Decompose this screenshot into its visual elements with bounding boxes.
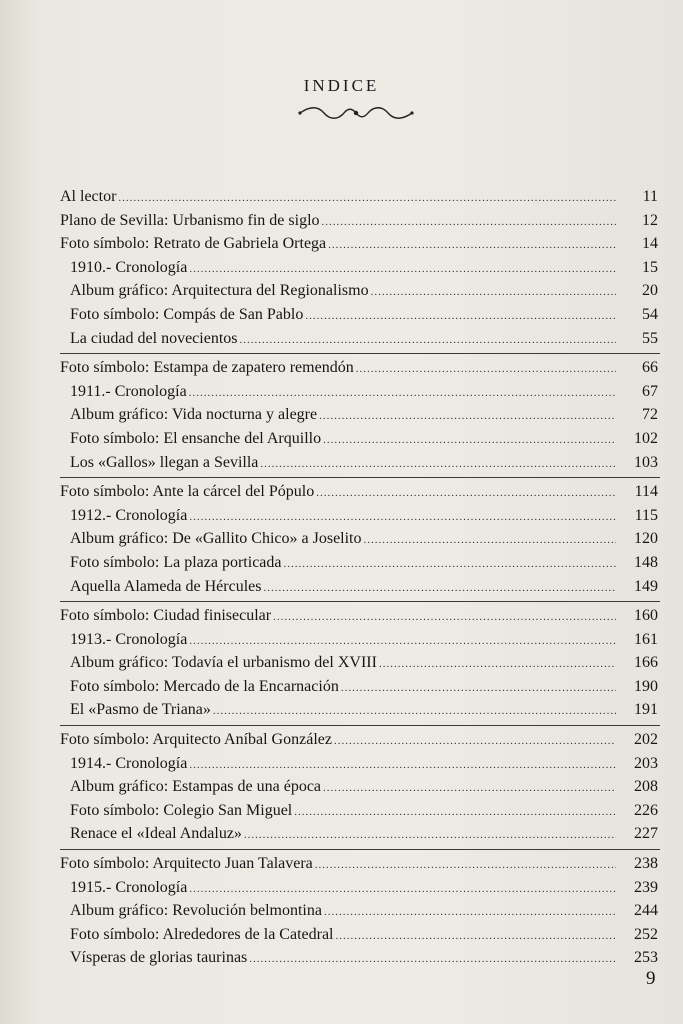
- toc-entry-page: 66: [642, 359, 658, 377]
- toc-entry: [60, 575, 660, 599]
- toc-entry-page: 160: [634, 607, 658, 625]
- dot-leader: [294, 801, 616, 825]
- flourish-ornament-icon: [296, 104, 416, 122]
- dot-leader: [323, 429, 616, 453]
- toc-entry: [60, 185, 660, 209]
- toc-entry-page: 115: [634, 506, 658, 524]
- toc-entry: [60, 356, 660, 380]
- dot-leader: [371, 281, 616, 305]
- toc-entry: [60, 876, 660, 900]
- toc-entry-page: 148: [634, 553, 658, 571]
- dot-leader: [379, 653, 616, 677]
- toc-entry: [60, 675, 660, 699]
- toc-entry-title: Foto símbolo: Retrato de Gabriela Ortega: [60, 235, 327, 253]
- toc-entry-page: 149: [634, 577, 658, 595]
- toc-entry-page: 202: [634, 731, 658, 749]
- toc-entry-title: 1914.- Cronología: [70, 754, 188, 772]
- toc-entry: [60, 752, 660, 776]
- toc-entry-page: 238: [634, 855, 658, 873]
- toc-entry: [60, 327, 660, 351]
- toc-entry-title: 1910.- Cronología: [70, 258, 188, 276]
- dot-leader: [305, 305, 616, 329]
- toc-entry-page: 11: [642, 188, 658, 205]
- toc-entry: [60, 899, 660, 923]
- toc-entry: [60, 427, 660, 451]
- dot-leader: [189, 506, 616, 530]
- toc-entry-title: Foto símbolo: Colegio San Miguel: [70, 801, 293, 819]
- dot-leader: [189, 754, 616, 778]
- toc-entry-title: Foto símbolo: Estampa de zapatero remendón: [60, 359, 354, 377]
- toc-entry-title: Renace el «Ideal Andaluz»: [70, 825, 242, 843]
- toc-entry-title: El «Pasmo de Triana»: [70, 701, 211, 719]
- toc-entry: [60, 209, 660, 233]
- toc-entry: [60, 279, 660, 303]
- toc-section: [60, 480, 660, 602]
- dot-leader: [328, 234, 616, 258]
- toc-entry-page: 72: [642, 406, 658, 424]
- toc-entry-title: Album gráfico: Arquitectura del Regionalismo: [70, 282, 369, 300]
- dot-leader: [244, 824, 616, 848]
- toc-entry-page: 252: [634, 925, 658, 943]
- toc-entry: [60, 451, 660, 475]
- dot-leader: [263, 577, 616, 601]
- toc-entry-title: Plano de Sevilla: Urbanismo fin de siglo: [60, 211, 320, 229]
- toc-entry: [60, 380, 660, 404]
- toc-entry-title: Foto símbolo: Ante la cárcel del Pópulo: [60, 483, 315, 501]
- toc-entry: [60, 551, 660, 575]
- dot-leader: [323, 777, 616, 801]
- toc-entry-title: La ciudad del novecientos: [70, 329, 238, 347]
- toc-entry: [60, 923, 660, 947]
- toc-entry-page: 239: [634, 878, 658, 896]
- toc-entry-page: 55: [642, 329, 658, 347]
- dot-leader: [364, 529, 617, 553]
- dot-leader: [341, 677, 616, 701]
- toc-entry-title: Vísperas de glorias taurinas: [70, 949, 248, 967]
- toc-entry-page: 114: [634, 483, 658, 501]
- toc-entry-title: Foto símbolo: Ciudad finisecular: [60, 607, 272, 625]
- dot-leader: [189, 258, 616, 282]
- toc-entry-title: Foto símbolo: Alrededores de la Catedral: [70, 925, 334, 943]
- toc-entry-title: Album gráfico: Vida nocturna y alegre: [70, 406, 318, 424]
- table-of-contents: [60, 185, 660, 975]
- toc-entry-title: 1911.- Cronología: [70, 382, 187, 400]
- dot-leader: [273, 606, 616, 630]
- dot-leader: [213, 700, 616, 724]
- toc-entry-title: Foto símbolo: Arquitecto Aníbal González: [60, 731, 332, 749]
- toc-entry-title: Foto símbolo: El ensanche del Arquillo: [70, 429, 322, 447]
- toc-entry-page: 203: [634, 754, 658, 772]
- toc-entry-title: Album gráfico: De «Gallito Chico» a Joselito: [70, 530, 362, 548]
- dot-leader: [334, 730, 616, 754]
- toc-entry-page: 54: [642, 305, 658, 323]
- toc-entry: [60, 852, 660, 876]
- toc-entry-page: 226: [634, 801, 658, 819]
- page-number: 9: [646, 968, 656, 989]
- toc-entry-title: Foto símbolo: Mercado de la Encarnación: [70, 677, 339, 695]
- toc-entry: [60, 728, 660, 752]
- toc-entry-page: 14: [642, 235, 658, 253]
- toc-entry-page: 12: [642, 211, 658, 229]
- dot-leader: [260, 453, 616, 477]
- toc-section: [60, 728, 660, 850]
- dot-leader: [240, 329, 617, 353]
- toc-entry-page: 20: [642, 282, 658, 300]
- toc-entry-page: 253: [634, 949, 658, 967]
- toc-entry-title: Los «Gallos» llegan a Sevilla: [70, 453, 259, 471]
- toc-entry: [60, 822, 660, 846]
- toc-section: [60, 852, 660, 973]
- toc-entry-page: 208: [634, 778, 658, 796]
- toc-entry-title: Foto símbolo: La plaza porticada: [70, 553, 282, 571]
- toc-entry-page: 227: [634, 825, 658, 843]
- dot-leader: [336, 925, 617, 949]
- dot-leader: [249, 948, 616, 972]
- toc-entry-title: 1912.- Cronología: [70, 506, 188, 524]
- toc-entry: [60, 799, 660, 823]
- dot-leader: [189, 382, 616, 406]
- toc-entry: [60, 946, 660, 970]
- dot-leader: [316, 482, 616, 506]
- toc-section: [60, 604, 660, 726]
- dot-leader: [324, 901, 616, 925]
- toc-entry-title: Album gráfico: Estampas de una época: [70, 778, 322, 796]
- toc-entry-title: Aquella Alameda de Hércules: [70, 577, 262, 595]
- toc-entry-title: Al lector: [60, 188, 117, 205]
- toc-entry-page: 191: [634, 701, 658, 719]
- dot-leader: [322, 211, 616, 235]
- toc-section: [60, 185, 660, 354]
- dot-leader: [284, 553, 617, 577]
- toc-entry-page: 166: [634, 654, 658, 672]
- toc-entry: [60, 303, 660, 327]
- toc-entry-page: 190: [634, 677, 658, 695]
- toc-entry-title: 1915.- Cronología: [70, 878, 188, 896]
- toc-entry: [60, 775, 660, 799]
- toc-entry-page: 120: [634, 530, 658, 548]
- toc-entry-page: 67: [642, 382, 658, 400]
- toc-entry: [60, 698, 660, 722]
- dot-leader: [189, 630, 616, 654]
- toc-entry: [60, 256, 660, 280]
- toc-entry-page: 15: [642, 258, 658, 276]
- toc-entry: [60, 527, 660, 551]
- dot-leader: [118, 187, 616, 211]
- dot-leader: [189, 878, 616, 902]
- toc-entry-title: 1913.- Cronología: [70, 630, 188, 648]
- toc-entry-page: 103: [634, 453, 658, 471]
- toc-entry: [60, 232, 660, 256]
- toc-entry: [60, 480, 660, 504]
- dot-leader: [319, 405, 616, 429]
- toc-section: [60, 356, 660, 478]
- toc-entry-title: Album gráfico: Revolución belmontina: [70, 902, 322, 920]
- toc-entry-page: 161: [634, 630, 658, 648]
- toc-entry-title: Foto símbolo: Compás de San Pablo: [70, 305, 304, 323]
- toc-entry: [60, 628, 660, 652]
- toc-entry: [60, 651, 660, 675]
- dot-leader: [356, 358, 616, 382]
- toc-entry: [60, 604, 660, 628]
- toc-entry: [60, 403, 660, 427]
- toc-entry-title: Album gráfico: Todavía el urbanismo del XVIII: [70, 654, 377, 672]
- toc-entry-page: 244: [634, 902, 658, 920]
- toc-entry-title: Foto símbolo: Arquitecto Juan Talavera: [60, 855, 313, 873]
- toc-entry: [60, 504, 660, 528]
- dot-leader: [315, 854, 616, 878]
- page-title: INDICE: [303, 76, 380, 95]
- toc-entry-page: 102: [634, 429, 658, 447]
